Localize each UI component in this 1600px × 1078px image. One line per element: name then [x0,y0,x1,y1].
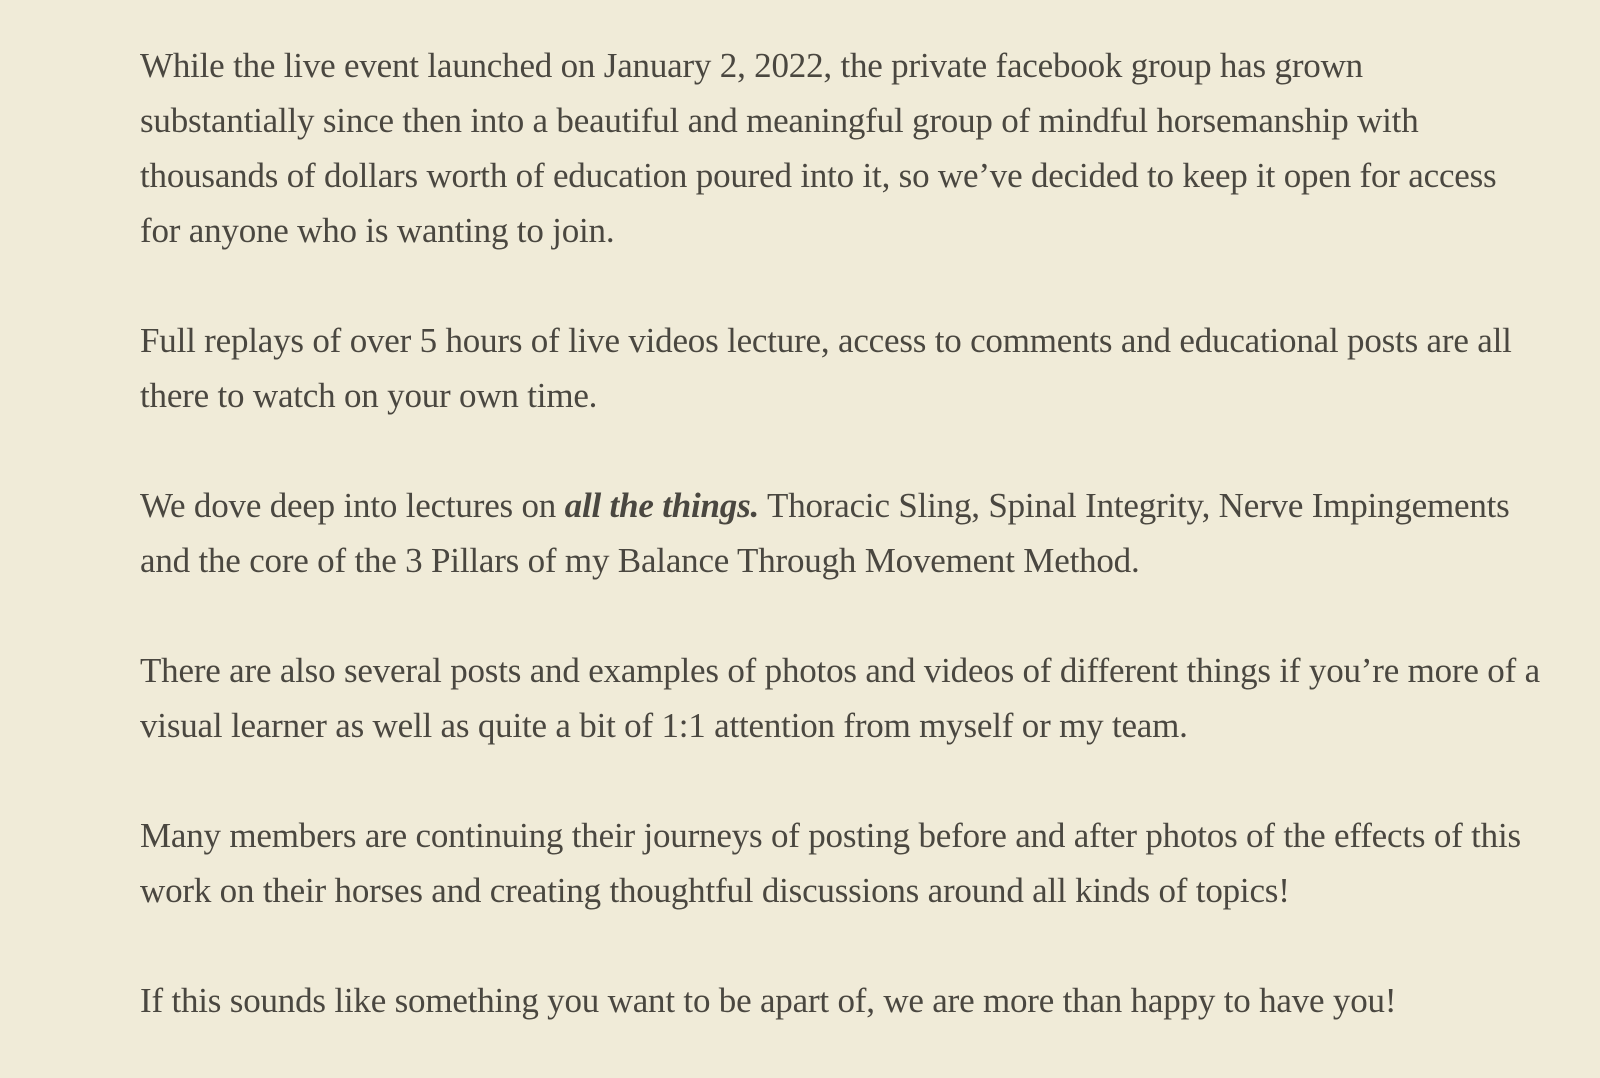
paragraph-invitation: If this sounds like something you want to be apart of, we are more than happy to have you! [140,981,1397,1020]
paragraph-event-launch: While the live event launched on January 2, 2022, the private facebook group has grown substantially since then into a beautiful and meaningful group of mindful horsemanship with thousands of dollars worth of education poured into it, so we’ve decided to keep it open for access for anyone who is wanting to join. [140,46,1497,250]
paragraph-lectures-intro: We dove deep into lectures on [140,486,565,525]
paragraph-replays: Full replays of over 5 hours of live videos lecture, access to comments and educational posts are all there to watch on your own time. [140,321,1512,415]
article-body [140,38,1540,1028]
paragraph-members: Many members are continuing their journeys of posting before and after photos of the effects of this work on their horses and creating thoughtful discussions around all kinds of topics! [140,816,1521,910]
paragraph-lectures-topics: Thoracic Sling, Spinal Integrity, Nerve Impingements and the core of the 3 Pillars of my Balance Through Movement Method. [140,486,1510,580]
paragraph-lectures-emphasis: all the things. [564,486,760,525]
paragraph-visual-learners: There are also several posts and examples of photos and videos of different things if you’re more of a visual learner as well as quite a bit of 1:1 attention from myself or my team. [140,651,1540,745]
paragraph-lectures [140,478,1540,588]
